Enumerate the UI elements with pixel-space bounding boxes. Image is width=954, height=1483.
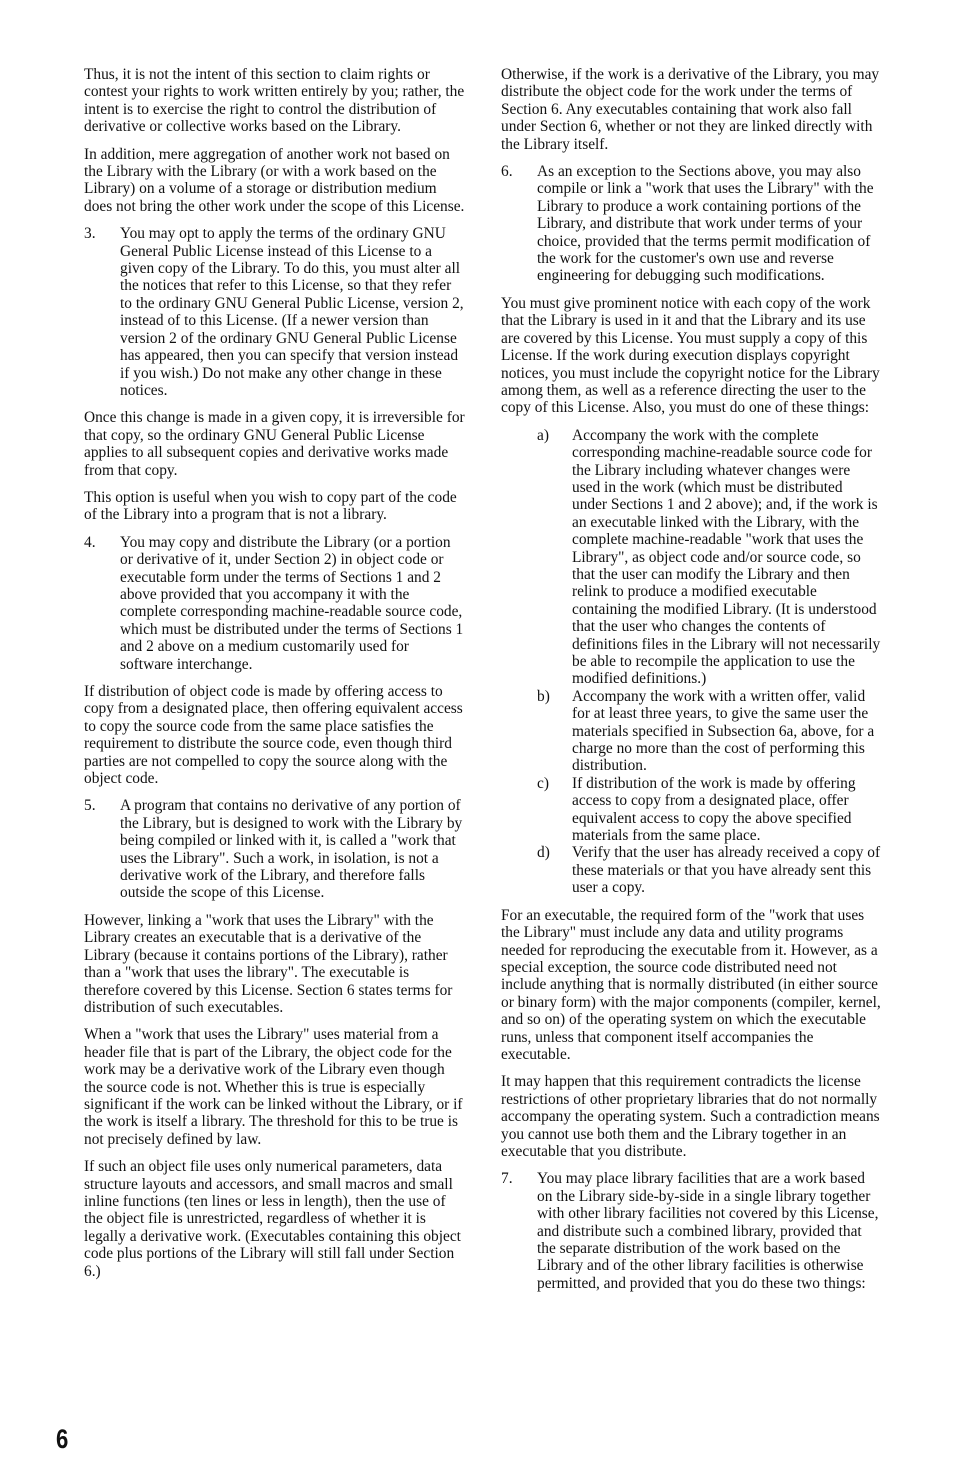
list-item-d [537, 844, 881, 896]
item-number: 6. [501, 163, 513, 181]
numbered-item-4 [84, 534, 465, 673]
item-text: Accompany the work with the complete corresponding machine-readable source code for the Library including whatever changes were used in the work (which must be distributed under Sections 1 and 2 above); and, if the work is an executable linked with the Library, with the complete machine-readable "work that uses the Library", as object code and/or source code, so that the user can modify the Library and then relink to produce a modified executable containing the modified Library. (It is understood that the user who changes the contents of definitions files in the Library will not necessarily be able to recompile the application to use the modified definitions.) [572, 426, 881, 688]
item-letter: c) [537, 774, 549, 792]
numbered-item-6 [501, 163, 881, 285]
paragraph: It may happen that this requirement contradicts the license restrictions of other proprietary libraries that do not normally accompany the operating system. Such a contradiction means you cannot use both them and the Library together in an executable that you distribute. [501, 1073, 880, 1160]
paragraph: However, linking a "work that uses the Library" with the Library creates an executable that is a derivative of the Library (because it contains portions of the Library), rather than a "work that uses the library". The executable is therefore covered by this License. Section 6 states terms for distribution of such executables. [84, 911, 453, 1016]
item-letter: a) [537, 426, 549, 444]
item-text: A program that contains no derivative of any portion of the Library, but is designed to work with the Library by being compiled or linked with it, is called a "work that uses the Library". Such a work, in isolation, is not a derivative work of the Library, and therefore falls outside the scope of this License. [120, 797, 463, 902]
paragraph: You must give prominent notice with each copy of the work that the Library is used in it and that the Library and its use are covered by this License. You must supply a copy of this License. If the work during execution displays copyright notices, you must include the copyright notice for the Library among them, as well as a reference directing the user to the copy of this License. Also, you must do one of these things: [501, 294, 880, 417]
item-text: Verify that the user has already received a copy of these materials or that you have already sent this user a copy. [572, 844, 881, 897]
item-number: 3. [84, 225, 96, 243]
paragraph: If such an object file uses only numerical parameters, data structure layouts and accessors, and small macros and small inline functions (ten lines or less in length), then the use of the object file is unrestricted, regardless of whether it is legally a derivative work. (Executables containing this object code plus portions of the Library will still fall under Section 6.) [84, 1158, 461, 1280]
right-column [501, 66, 881, 1302]
item-text: You may place library facilities that are a work based on the Library side-by-side in a single library together with other library facilities not covered by this License, and distribute such a combined library, provided that the separate distribution of the work based on the Library and of the other library facilities is otherwise permitted, and provided that you do these two things: [537, 1170, 879, 1292]
item-letter: d) [537, 844, 550, 862]
list-item-a [537, 427, 881, 688]
item-text: If distribution of the work is made by offering access to copy from a designated place, offer equivalent access to copy the above specified materials from the same place. [572, 774, 856, 845]
paragraph: For an executable, the required form of the "work that uses the Library" must include any data and utility programs needed for reproducing the executable from it. However, as a special exception, the source code distributed need not include anything that is normally distributed (in either source or binary form) with the major components (compiler, kernel, and so on) of the operating system on which the executable runs, unless that component itself accompanies the executable. [501, 906, 881, 1063]
item-number: 7. [501, 1170, 513, 1188]
page-number: 6 [56, 1424, 68, 1454]
item-text: As an exception to the Sections above, you may also compile or link a "work that uses the Library" with the Library to produce a work containing portions of the Library, and distribute that work under terms of your choice, provided that the terms permit modification of the work for the customer's own use and reverse engineering for debugging such modifications. [537, 163, 874, 285]
numbered-item-5 [84, 797, 465, 901]
item-text: You may copy and distribute the Library (or a portion or derivative of it, under Section 2) in object code or executable form under the terms of Sections 1 and 2 above provided that you accompany it with the complete corresponding machine-readable source code, which must be distributed under the terms of Sections 1 and 2 above on a medium customarily used for software interchange. [120, 533, 464, 673]
paragraph: Thus, it is not the intent of this section to claim rights or contest your rights to work written entirely by you; rather, the intent is to exercise the right to control the distribution of derivative or collective works based on the Library. [84, 66, 465, 136]
item-letter: b) [537, 687, 550, 705]
paragraph: In addition, mere aggregation of another work not based on the Library with the Library (or with a work based on the Library) on a volume of a storage or distribution medium does not bring the other work under the scope of this License. [84, 145, 465, 215]
paragraph: When a "work that uses the Library" uses material from a header file that is part of the Library, the object code for the work may be a derivative work of the Library even though the source code is not. Whether this is true is especially significant if the work can be linked without the Library, or if the work is itself a library. The threshold for this to be true is not precisely defined by law. [84, 1026, 463, 1148]
item-number: 4. [84, 533, 96, 551]
paragraph: If distribution of object code is made by offering access to copy from a designated place, then offering equivalent access to copy the source code from the same place satisfies the requirement to distribute the source code, even though third parties are not compelled to copy the source along with the object code. [84, 683, 463, 788]
lettered-list [537, 427, 881, 897]
item-number: 5. [84, 797, 96, 815]
list-item-c [537, 775, 881, 845]
paragraph: Once this change is made in a given copy, it is irreversible for that copy, so the ordinary GNU General Public License applies to all subsequent copies and derivative works made from that copy. [84, 409, 465, 479]
numbered-item-7 [501, 1170, 881, 1292]
left-column [84, 66, 465, 1290]
item-text: You may opt to apply the terms of the ordinary GNU General Public License instead of this License to a given copy of the Library. To do this, you must alter all the notices that refer to this License, so that they refer to the ordinary GNU General Public License, version 2, instead of to this License. (If a newer version than version 2 of the ordinary GNU General Public License has appeared, then you can specify that version instead if you wish.) Do not make any other change in these notices. [120, 225, 464, 399]
list-item-b [537, 688, 881, 775]
paragraph: Otherwise, if the work is a derivative of the Library, you may distribute the object code for the work under the terms of Section 6. Any executables containing that work also fall under Section 6, whether or not they are linked directly with the Library itself. [501, 66, 880, 153]
paragraph: This option is useful when you wish to copy part of the code of the Library into a program that is not a library. [84, 488, 457, 524]
numbered-item-3 [84, 225, 465, 399]
item-text: Accompany the work with a written offer, valid for at least three years, to give the same user the materials specified in Subsection 6a, above, for a charge no more than the cost of performing this distribution. [572, 687, 875, 775]
